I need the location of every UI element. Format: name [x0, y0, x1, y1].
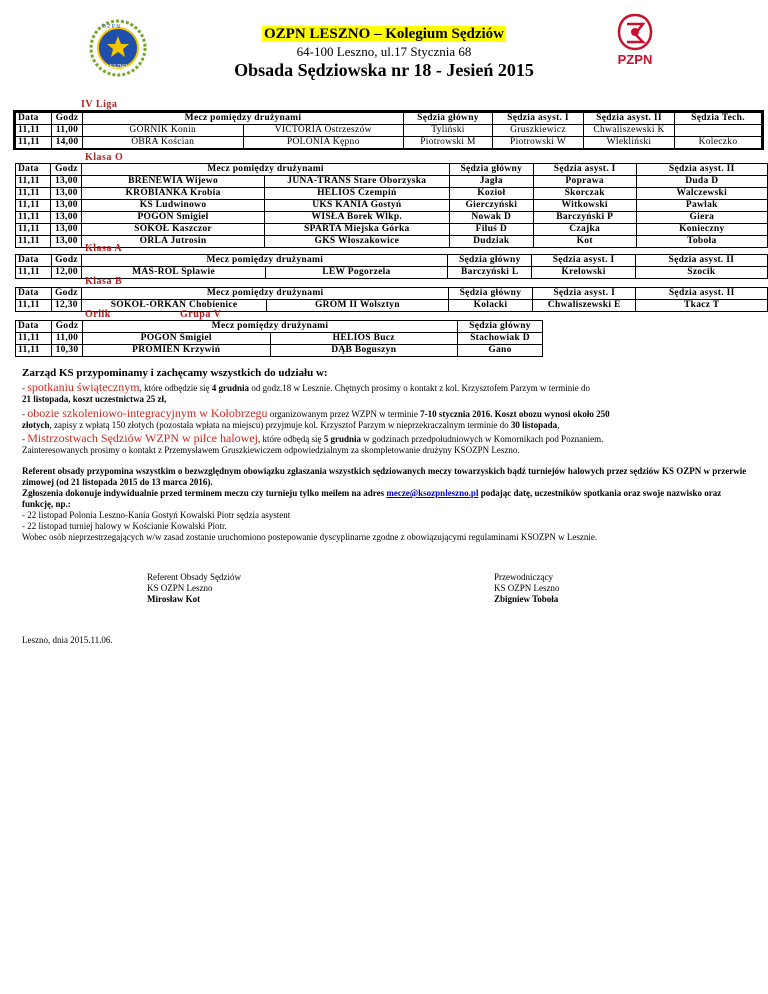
cell-asst1: Skorczak [533, 188, 636, 200]
signature-name: Zbigniew Toboła [494, 594, 559, 604]
cell-home: GÓRNIK Konin [83, 125, 244, 137]
notice-item-3 [22, 433, 752, 456]
cell-date: 11,11 [16, 176, 51, 188]
col-sedzia-glowny: Sędzia główny [458, 321, 543, 333]
col-mecz: Mecz pomiędzy drużynami [83, 321, 458, 333]
pzpn-logo [613, 12, 657, 73]
cell-asst1: Witkowski [533, 200, 636, 212]
klasa-o-table [15, 163, 768, 248]
col-sedzia-glowny: Sędzia główny [449, 164, 533, 176]
cell-date: 11,11 [16, 267, 52, 279]
cell-asst2: Walczewski [636, 188, 767, 200]
notice-item-1 [22, 382, 752, 405]
iv-liga-table [15, 112, 762, 149]
logo-text-top: O Z P N [102, 24, 120, 30]
referent-para-2 [22, 488, 752, 510]
cell-asst2: Duda D [636, 176, 767, 188]
cell-asst2: Giera [636, 212, 767, 224]
section-iv-liga: IV Liga [81, 99, 118, 110]
col-tech: Sędzia Tech. [675, 113, 762, 125]
cell-tech: Koleczko [675, 137, 762, 149]
cell-away: WISŁA Borek Wlkp. [264, 212, 449, 224]
cell-referee: Kozioł [449, 188, 533, 200]
cell-away: LEW Pogorzela [265, 267, 448, 279]
cell-time: 11,00 [52, 333, 83, 345]
cell-home: POGOŃ Śmigiel [83, 333, 271, 345]
text: od godz.18 w Lesznie. Chętnych prosimy o kontakt z kol. Krzysztofem Parzym w terminie do [249, 383, 590, 393]
table-row [16, 236, 768, 248]
col-data: Data [16, 288, 52, 300]
cell-referee: Tyliński [404, 125, 493, 137]
cell-date: 11,11 [16, 200, 51, 212]
table-row [16, 137, 762, 149]
cell-away: SPARTA Miejska Górka [264, 224, 449, 236]
table-row [16, 345, 543, 357]
table-row [16, 212, 768, 224]
cell-tech [675, 125, 762, 137]
table-header-row [16, 113, 762, 125]
table-row [16, 176, 768, 188]
cell-asst1: Chwaliszewski E [532, 300, 636, 312]
col-asyst-1: Sędzia asyst. I [532, 255, 635, 267]
signature-left [147, 572, 241, 605]
col-mecz: Mecz pomiędzy drużynami [82, 288, 449, 300]
cell-time: 13,00 [51, 224, 82, 236]
event-name: obozie szkoleniowo-integracyjnym w Kołobrzegu [27, 406, 268, 420]
text: Zainteresowanych prosimy o kontakt z Przemysławem Gruszkiewiczem odpowiedzialnym za skompletowanie drużyny KSOZPN Leszno. [22, 445, 520, 455]
col-mecz: Mecz pomiędzy drużynami [82, 164, 450, 176]
cell-time: 11,00 [52, 125, 83, 137]
cell-away: GKS Włoszakowice [264, 236, 449, 248]
section-orlik: Orlik [85, 309, 111, 320]
table-row [16, 188, 768, 200]
text: Zgłoszenia dokonuje indywidualnie przed terminem meczu czy turnieju tylko meilem na adres [22, 488, 387, 498]
cell-time: 13,00 [51, 212, 82, 224]
cell-time: 10,30 [52, 345, 83, 357]
cell-home: KS Ludwinowo [82, 200, 265, 212]
cell-asst2: Tkacz T [636, 300, 768, 312]
col-asyst-1: Sędzia asyst. I [493, 113, 584, 125]
col-asyst-2: Sędzia asyst. II [584, 113, 675, 125]
cell-asst2: Toboła [636, 236, 767, 248]
cell-asst1: Piotrowski W [493, 137, 584, 149]
col-asyst-2: Sędzia asyst. II [636, 164, 767, 176]
col-asyst-1: Sędzia asyst. I [533, 164, 636, 176]
col-godz: Godz [51, 288, 82, 300]
cell-referee: Barczyński L [448, 267, 532, 279]
table-row [16, 267, 768, 279]
col-godz: Godz [51, 164, 82, 176]
text: , zapisy z wpłatą 150 złotych (pozostała wpłata na miejscu) przyjmuje kol. Krzysztof Parzym w nieprzekraczalnym terminie do [49, 420, 511, 430]
cell-asst1: Krelowski [532, 267, 635, 279]
signature-title: Referent Obsady Sędziów [147, 572, 241, 582]
section-orlik-group: Grupa V [180, 309, 222, 320]
signature-org: KS OZPN Leszno [147, 583, 213, 593]
col-sedzia-glowny: Sędzia główny [448, 255, 532, 267]
page-title: OZPN LESZNO – Kolegium Sędziów [263, 26, 505, 42]
text: w godzinach przedpołudniowych w Komornikach pod Poznaniem. [360, 434, 604, 444]
cell-asst1: Czajka [533, 224, 636, 236]
cell-asst2: Chwaliszewski K [584, 125, 675, 137]
cell-date: 11,11 [16, 236, 51, 248]
section-klasa-b: Klasa B [85, 276, 123, 287]
col-data: Data [16, 113, 52, 125]
cell-away: JUNA-TRANS Stare Oborzyska [264, 176, 449, 188]
table-row [16, 224, 768, 236]
table-row [16, 333, 543, 345]
cell-home: KROBIANKA Krobia [82, 188, 265, 200]
cell-time: 13,00 [51, 236, 82, 248]
referent-example-2: - 22 listopad turniej halowy w Kościanie Kowalski Piotr. [22, 521, 227, 531]
section-klasa-o: Klasa O [85, 152, 124, 163]
cell-referee: Stachowiak D [458, 333, 543, 345]
col-godz: Godz [51, 255, 82, 267]
email-link[interactable]: mecze@ksozpnleszno.pl [386, 488, 479, 498]
cell-referee: Gierczyński [449, 200, 533, 212]
text: , które odbędą się [257, 434, 324, 444]
cell-away: HELIOS Czempiń [264, 188, 449, 200]
cell-time: 13,00 [51, 176, 82, 188]
cell-referee: Kolacki [448, 300, 532, 312]
cell-time: 14,00 [52, 137, 83, 149]
klasa-a-table [15, 254, 768, 279]
cell-asst2: Pawlak [636, 200, 767, 212]
cell-date: 11,11 [16, 300, 52, 312]
cell-time: 13,00 [51, 188, 82, 200]
bullet: - [22, 383, 28, 393]
cell-asst2: Wlekliński [584, 137, 675, 149]
signature-right [494, 572, 560, 605]
cell-referee: Dudziak [449, 236, 533, 248]
referent-example-1: - 22 listopad Polonia Leszno-Kania Gostyń Kowalski Piotr sędzia asystent [22, 510, 291, 520]
date: 7-10 stycznia 2016 [420, 409, 491, 419]
cell-time: 12,30 [51, 300, 82, 312]
signature-title: Przewodniczący [494, 572, 553, 582]
col-data: Data [16, 321, 52, 333]
cell-away: GROM II Wolsztyn [266, 300, 448, 312]
col-asyst-2: Sędzia asyst. II [635, 255, 767, 267]
text: organizowanym przez WZPN w terminie [267, 409, 421, 419]
cell-home: SOKÓŁ Kaszczor [82, 224, 265, 236]
col-asyst-1: Sędzia asyst. I [532, 288, 636, 300]
cell-home: POGOŃ Śmigiel [82, 212, 265, 224]
notice-heading: Zarząd KS przypominamy i zachęcamy wszystkich do udziału w: [22, 367, 328, 379]
table-row [16, 200, 768, 212]
cell-asst1: Kot [533, 236, 636, 248]
col-sedzia-glowny: Sędzia główny [404, 113, 493, 125]
pzpn-logo-text: PZPN [617, 52, 653, 67]
referent-warning: Wobec osób nieprzestrzegających w/w zasad zostanie uruchomiono postepowanie dyscyplinarne zgodne z obowiązującymi regulaminami KSOZPN w Lesznie. [22, 532, 598, 542]
table-header-row [16, 255, 768, 267]
cell-away: HELIOS Bucz [270, 333, 458, 345]
table-header-row [16, 288, 768, 300]
col-sedzia-glowny: Sędzia główny [448, 288, 532, 300]
cell-away: UKS KANIA Gostyń [264, 200, 449, 212]
cell-asst1: Poprawa [533, 176, 636, 188]
document-date: Leszno, dnia 2015.11.06. [22, 635, 113, 645]
notice-item-2 [22, 408, 752, 431]
cell-date: 11,11 [16, 188, 51, 200]
referent-para-1: Referent obsady przypomina wszystkim o bezwzględnym obowiązku zgłaszania wszystkich sędziowanych meczy towarzyskich bądź turniejów halowych przez sędziów KS OZPN w przerwie zimowej (od 21 listopada 2015 do 13 marca 2016). [22, 466, 747, 487]
cell-referee: Nowak D [449, 212, 533, 224]
cell-home: OBRA Kościan [83, 137, 244, 149]
text: , które odbędzie się [139, 383, 212, 393]
col-asyst-2: Sędzia asyst. II [636, 288, 768, 300]
cell-asst2: Szocik [635, 267, 767, 279]
cell-asst2: Konieczny [636, 224, 767, 236]
event-name: spotkaniu świątecznym [27, 380, 140, 394]
cell-home: SOKÓŁ-ORKAN Chobienice [82, 300, 266, 312]
klasa-b-table [15, 287, 768, 312]
col-godz: Godz [52, 113, 83, 125]
address: 64-100 Leszno, ul.17 Stycznia 68 [296, 44, 472, 59]
col-mecz: Mecz pomiędzy drużynami [83, 113, 404, 125]
text: , koszt uczestnictwa 25 zł, [68, 394, 167, 404]
cell-home: ORLA Jutrosin [82, 236, 265, 248]
cell-home: BRENEWIA Wijewo [82, 176, 265, 188]
date: 5 grudnia [323, 434, 361, 444]
text: złotych [22, 420, 50, 430]
cell-date: 11,11 [16, 125, 52, 137]
logo-text-bottom: LESZNO [107, 64, 128, 70]
event-name: Mistrzostwach Sędziów WZPN w piłce halowej [27, 431, 258, 445]
table-row [16, 125, 762, 137]
cell-referee: Filuś D [449, 224, 533, 236]
text: podając datę, uczestników spotkania oraz swoje nazwisko oraz funkcję, np.: [22, 488, 722, 509]
cell-referee: Gano [458, 345, 543, 357]
cell-time: 13,00 [51, 200, 82, 212]
cell-date: 11,11 [16, 333, 52, 345]
table-row [16, 300, 768, 312]
cell-home: MAS-ROL Splawie [82, 267, 265, 279]
cell-asst1: Barczyński P [533, 212, 636, 224]
orlik-table [15, 320, 543, 357]
cell-away: VICTORIA Ostrzeszów [243, 125, 404, 137]
signature-org: KS OZPN Leszno [494, 583, 560, 593]
col-godz: Godz [52, 321, 83, 333]
col-data: Data [16, 255, 52, 267]
cell-referee: Piotrowski M [404, 137, 493, 149]
text: , [557, 420, 560, 430]
section-klasa-a: Klasa A [85, 243, 123, 254]
col-mecz: Mecz pomiędzy drużynami [82, 255, 448, 267]
bullet: - [22, 434, 28, 444]
date: 30 listopada [510, 420, 558, 430]
bullet: - [22, 409, 28, 419]
cell-date: 11,11 [16, 137, 52, 149]
table-header-row [16, 164, 768, 176]
date: 4 grudnia [211, 383, 250, 393]
cell-referee: Jagła [449, 176, 533, 188]
cell-date: 11,11 [16, 212, 51, 224]
cell-time: 12,00 [51, 267, 82, 279]
date: 21 listopada [22, 394, 69, 404]
signature-name: Mirosław Kot [147, 594, 201, 604]
col-data: Data [16, 164, 51, 176]
cell-date: 11,11 [16, 345, 52, 357]
table-header-row [16, 321, 543, 333]
cell-away: POLONIA Kępno [243, 137, 404, 149]
text: . Koszt obozu wynosi około 250 [490, 409, 610, 419]
cell-date: 11,11 [16, 224, 51, 236]
cell-home: PROMIEŃ Krzywiń [83, 345, 271, 357]
cell-asst1: Gruszkiewicz [493, 125, 584, 137]
cell-away: DĄB Boguszyn [270, 345, 458, 357]
document-heading: Obsada Sędziowska nr 18 - Jesień 2015 [234, 60, 534, 80]
